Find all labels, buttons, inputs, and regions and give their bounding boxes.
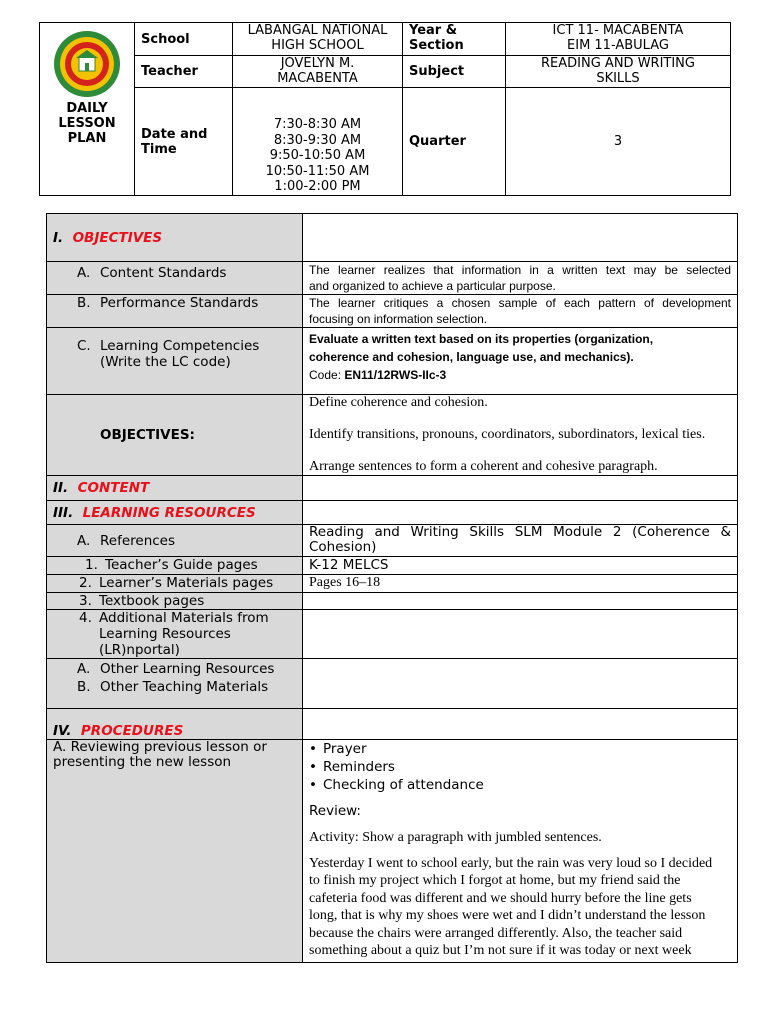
content-standards-line-2: and organized to achieve a particular purpose. (309, 279, 556, 293)
opening-bullets (309, 740, 731, 794)
paragraph-line: long, that is why my shoes were wet and I didn’t understand the lesson (309, 908, 706, 923)
additional-materials-label-cell (47, 610, 303, 659)
references-line-1: Reading and Writing Skills SLM Module 2 (Coherence & (309, 524, 731, 540)
other-resources-label-cell (47, 659, 303, 709)
jumbled-paragraph (309, 855, 731, 960)
date-time-label (135, 88, 233, 196)
paragraph-line: Yesterday I went to school early, but the rain was very loud so I decided (309, 855, 713, 871)
learners-materials-label-cell (47, 575, 303, 593)
lesson-plan-table (46, 213, 738, 963)
competencies-sublabel: (Write the LC code) (100, 354, 231, 370)
textbook-label: Textbook pages (99, 593, 205, 609)
subject-value (506, 56, 731, 88)
performance-standards-label-cell (47, 295, 303, 328)
competencies-label: Learning Competencies (100, 338, 260, 354)
year-section-label (403, 23, 506, 56)
bullet-item: • Reminders (309, 758, 731, 776)
school-label: School (135, 23, 233, 56)
school-value-line-1: LABANGAL NATIONAL (247, 23, 388, 38)
performance-standards-label: Performance Standards (100, 295, 259, 311)
objective-item: Identify transitions, pronouns, coordinators, subordinators, lexical ties. (309, 427, 706, 442)
section-objectives-label: OBJECTIVES (72, 229, 163, 246)
other-teaching-label: Other Teaching Materials (100, 679, 269, 695)
review-label: Review: (309, 803, 361, 819)
activity-text: Activity: Show a paragraph with jumbled sentences. (309, 830, 602, 845)
additional-materials-line-1: Additional Materials from (99, 610, 269, 626)
procedures-blank-cell (303, 709, 738, 740)
paragraph-line: because the chairs were arranged differently. Also, the teacher said (309, 925, 683, 941)
competencies-code-label: Code: (309, 368, 342, 382)
additional-materials-value (303, 610, 738, 659)
subject-value-line-1: READING AND WRITING (541, 56, 695, 71)
bullet-item: • Prayer (309, 740, 731, 758)
content-standards-letter: A. (77, 265, 91, 281)
performance-standards-line-1: The learner critiques a chosen sample of each pattern of development (309, 296, 731, 310)
teachers-guide-value: K-12 MELCS (303, 557, 738, 575)
times-cell (233, 88, 403, 196)
references-label: References (100, 532, 176, 549)
section-resources-title (47, 501, 303, 525)
content-blank-cell (303, 476, 738, 501)
reviewing-label-cell (47, 740, 303, 963)
performance-standards-value (303, 295, 738, 328)
date-time-label-line-2: Time (141, 141, 177, 157)
header-table (39, 22, 731, 196)
content-standards-line-1: The learner realizes that information in a written text may be selected (309, 263, 731, 277)
year-section-value-line-2: EIM 11-ABULAG (567, 38, 669, 53)
teachers-guide-label-cell (47, 557, 303, 575)
paragraph-line: to finish my project which I forgot at home, but my friend said the (309, 873, 681, 888)
references-line-2: Cohesion) (309, 539, 377, 555)
bullet-item: • Checking of attendance (309, 776, 731, 794)
competencies-value (303, 328, 738, 395)
section-content-numeral: II. (53, 480, 69, 496)
learners-materials-num: 2. (79, 575, 92, 591)
resources-blank-cell (303, 501, 738, 525)
objective-item: Arrange sentences to form a coherent and cohesive paragraph. (309, 459, 658, 474)
time-slot: 8:30-9:30 AM (273, 132, 362, 148)
teachers-guide-num: 1. (85, 557, 98, 573)
paragraph-line: something about a quiz but I’m not sure if it was today or next week (309, 943, 692, 958)
competencies-line-2: coherence and cohesion, language use, and mechanics). (309, 350, 634, 364)
other-learning-label: Other Learning Resources (100, 661, 275, 677)
section-procedures-title (47, 709, 303, 740)
time-slot: 7:30-8:30 AM (273, 117, 362, 132)
section-resources-label: LEARNING RESOURCES (82, 504, 256, 521)
time-slot: 9:50-10:50 AM (269, 148, 366, 163)
school-value-line-2: HIGH SCHOOL (271, 38, 364, 53)
learners-materials-label: Learner’s Materials pages (99, 575, 274, 591)
references-value (303, 525, 738, 557)
competencies-code-line (309, 366, 731, 384)
school-seal-icon (52, 29, 122, 99)
content-standards-value (303, 262, 738, 295)
references-label-cell (47, 525, 303, 557)
content-standards-label-cell (47, 262, 303, 295)
time-slot: 1:00-2:00 PM (274, 179, 361, 194)
objectives-list (303, 395, 738, 476)
additional-materials-line-3: (LR)nportal) (99, 642, 180, 658)
competencies-code-value: EN11/12RWS-IIc-3 (344, 368, 447, 382)
textbook-value (303, 593, 738, 610)
competencies-label-cell (47, 328, 303, 395)
dlp-title-line-1: DAILY (66, 101, 108, 116)
learners-materials-value: Pages 16–18 (303, 575, 738, 593)
teacher-value-line-1: JOVELYN M. (280, 56, 355, 71)
year-section-label-line-1: Year & (409, 23, 458, 38)
reviewing-content (303, 740, 738, 963)
teachers-guide-label: Teacher’s Guide pages (105, 557, 258, 573)
subject-value-line-2: SKILLS (596, 71, 640, 86)
year-section-value-line-1: ICT 11- MACABENTA (552, 23, 684, 38)
objective-item: Define coherence and cohesion. (309, 395, 488, 410)
content-standards-label: Content Standards (100, 265, 227, 281)
quarter-value: 3 (506, 88, 731, 196)
teacher-value (233, 56, 403, 88)
additional-materials-line-2: Learning Resources (99, 626, 231, 642)
section-content-label: CONTENT (77, 480, 150, 496)
textbook-num: 3. (79, 593, 92, 609)
other-resources-value (303, 659, 738, 709)
objectives-row-label: OBJECTIVES: (47, 395, 303, 476)
section-procedures-label: PROCEDURES (80, 723, 184, 739)
performance-standards-line-2: focusing on information selection. (309, 312, 488, 326)
subject-label: Subject (403, 56, 506, 88)
section-resources-numeral: III. (53, 504, 74, 521)
date-time-label-line-1: Date and (141, 126, 208, 142)
dlp-title-line-2: LESSON (58, 116, 116, 131)
other-learning-letter: A. (77, 661, 91, 677)
section-procedures-numeral: IV. (53, 723, 72, 739)
reviewing-label-line-1: A. Reviewing previous lesson or (53, 739, 267, 755)
dlp-title-line-3: PLAN (67, 131, 107, 146)
section-objectives-title (47, 214, 303, 262)
year-section-label-line-2: Section (409, 38, 464, 53)
teacher-value-line-2: MACABENTA (277, 71, 358, 86)
textbook-label-cell (47, 593, 303, 610)
teacher-label: Teacher (135, 56, 233, 88)
logo-cell (40, 23, 135, 196)
references-letter: A. (77, 532, 91, 549)
competencies-line-1: Evaluate a written text based on its properties (organization, (309, 332, 654, 346)
other-teaching-letter: B. (77, 679, 91, 695)
section-objectives-numeral: I. (53, 229, 64, 246)
section-content-title (47, 476, 303, 501)
year-section-value (506, 23, 731, 56)
reviewing-label-line-2: presenting the new lesson (53, 754, 232, 770)
performance-standards-letter: B. (77, 295, 91, 311)
time-slot: 10:50-11:50 AM (265, 163, 370, 179)
paragraph-line: cafeteria food was different and we should hurry before the line gets (309, 890, 692, 906)
school-value (233, 23, 403, 56)
additional-materials-num: 4. (79, 610, 92, 626)
objectives-blank-cell (303, 214, 738, 262)
quarter-label: Quarter (403, 88, 506, 196)
competencies-letter: C. (77, 338, 91, 354)
